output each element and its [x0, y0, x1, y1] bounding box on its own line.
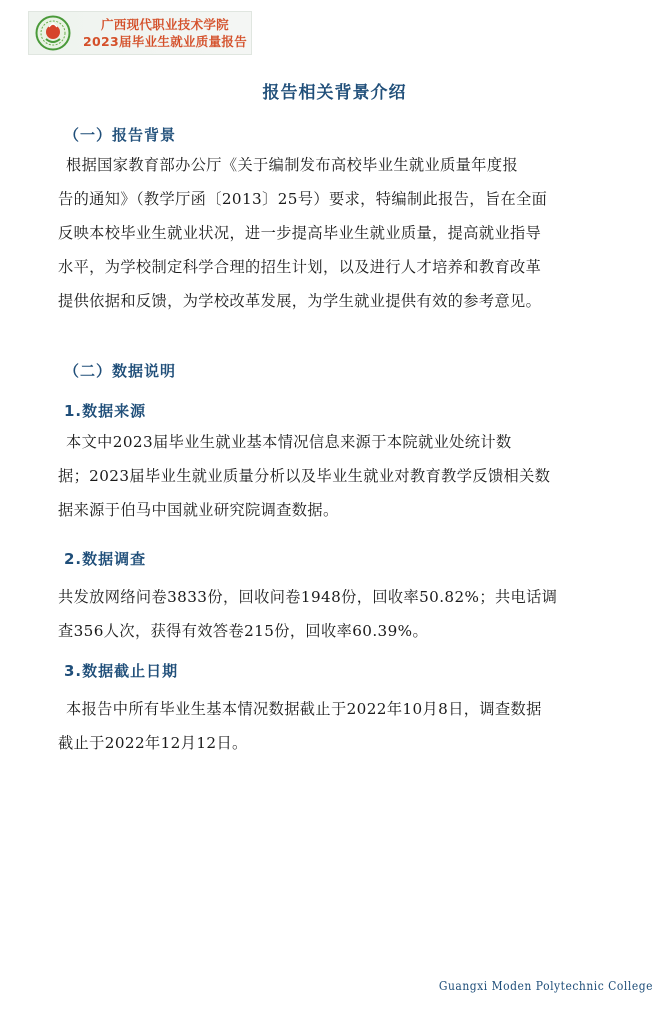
- paragraph-line: 据来源于伯马中国就业研究院调查数据。: [58, 501, 339, 519]
- paragraph-line: 截止于2022年12月12日。: [58, 734, 248, 752]
- paragraph-line: 水平，为学校制定科学合理的招生计划，以及进行人才培养和教育改革: [58, 258, 542, 276]
- paragraph-line: 根据国家教育部办公厅《关于编制发布高校毕业生就业质量年度报: [66, 156, 519, 174]
- paragraph-line: 本文中2023届毕业生就业基本情况信息来源于本院就业处统计数: [66, 433, 512, 451]
- header-banner: [28, 11, 252, 55]
- header-title: [83, 16, 247, 50]
- paragraph-line: 提供依据和反馈，为学校改革发展，为学生就业提供有效的参考意见。: [58, 292, 542, 310]
- section-heading-background: （一）报告背景: [64, 126, 177, 144]
- header-college-name: 广西现代职业技术学院: [100, 17, 229, 32]
- section-heading-data: （二）数据说明: [64, 362, 177, 380]
- paragraph-cutoff: [58, 692, 610, 760]
- paragraph-line: 查356人次，获得有效答卷215份，回收率60.39%。: [58, 622, 429, 640]
- header-report-name: 2023届毕业生就业质量报告: [83, 34, 247, 49]
- paragraph-background: [58, 148, 610, 318]
- subsection-heading-source: 1.数据来源: [64, 402, 147, 420]
- footer-college-name: Guangxi Moden Polytechnic College: [438, 978, 653, 993]
- paragraph-line: 告的通知》（教学厅函〔2013〕25号）要求，特编制此报告，旨在全面: [58, 190, 548, 208]
- subsection-heading-survey: 2.数据调查: [64, 550, 147, 568]
- paragraph-line: 本报告中所有毕业生基本情况数据截止于2022年10月8日，调查数据: [66, 700, 542, 718]
- paragraph-survey: [58, 580, 610, 648]
- paragraph-line: 反映本校毕业生就业状况，进一步提高毕业生就业质量，提高就业指导: [58, 224, 542, 242]
- college-logo-icon: [35, 15, 71, 51]
- subsection-heading-cutoff: 3.数据截止日期: [64, 662, 179, 680]
- paragraph-source: [58, 425, 610, 527]
- paragraph-line: 共发放网络问卷3833份，回收问卷1948份，回收率50.82%；共电话调: [58, 588, 558, 606]
- paragraph-line: 据；2023届毕业生就业质量分析以及毕业生就业对教育教学反馈相关数: [58, 467, 551, 485]
- page-title: 报告相关背景介绍: [262, 83, 407, 103]
